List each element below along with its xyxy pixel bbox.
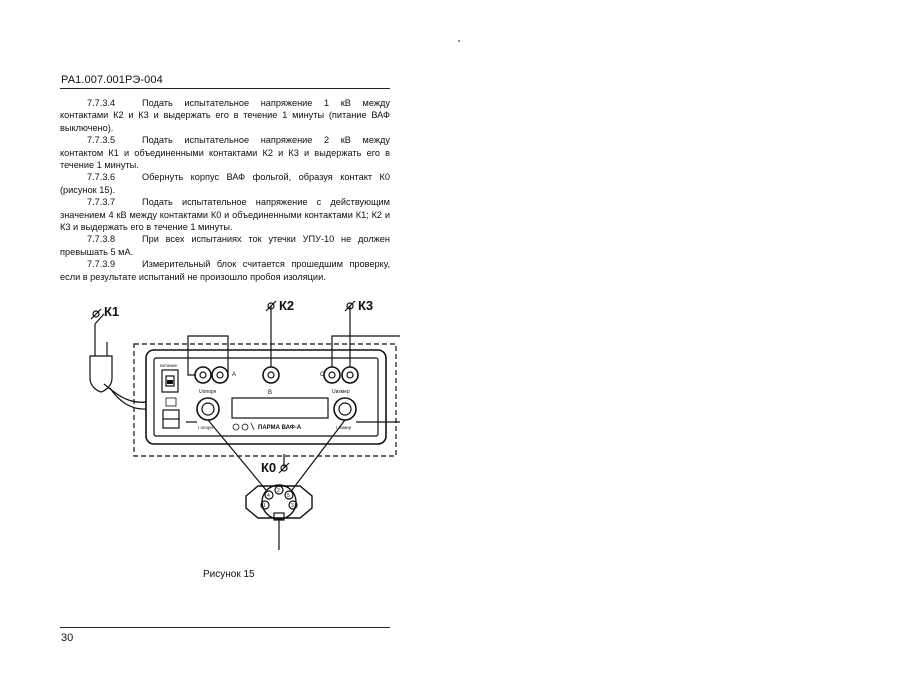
label-power: питание xyxy=(160,363,177,368)
figure-caption: Рисунок 15 xyxy=(203,569,255,580)
socket-a2 xyxy=(212,367,228,383)
label-socket-c: C xyxy=(320,372,325,378)
label-k1: К1 xyxy=(104,304,120,319)
paragraph-number: 7.7.3.9 xyxy=(87,259,116,270)
header-rule xyxy=(60,88,390,89)
label-i-opor: I опорн xyxy=(198,425,213,430)
scan-speck xyxy=(458,40,460,42)
socket-c1 xyxy=(324,367,340,383)
label-u-izm: Uизмер xyxy=(332,389,350,395)
socket-b xyxy=(263,367,279,383)
switch-indicator-icon xyxy=(167,380,173,384)
connector-i-izm xyxy=(334,398,356,420)
pin-label-2: 2 xyxy=(277,488,280,494)
paragraph-7-7-3-7 xyxy=(60,196,390,233)
paragraph-number: 7.7.3.8 xyxy=(87,234,116,245)
pin-label-1: 1 xyxy=(263,503,266,509)
paragraph-text: Измерительный блок считается прошедшим проверку, если в результате испытаний не произошло пробоя изоляции. xyxy=(60,259,390,282)
indicator-lamp-icon xyxy=(166,398,176,406)
display-window xyxy=(232,398,328,418)
connector-i-opor xyxy=(197,398,219,420)
paragraph-number: 7.7.3.6 xyxy=(87,172,116,183)
paragraph-7-7-3-5 xyxy=(60,134,390,171)
pin-label-4: 4 xyxy=(267,493,270,499)
power-plug xyxy=(90,356,112,392)
paragraph-text: Подать испытательное напряжение 1 кВ между контактами К2 и К3 и выдержать его в течение 1 минуты (питание ВАФ выключено). xyxy=(60,98,390,133)
socket-c2 xyxy=(342,367,358,383)
document-code: РА1.007.001РЭ-004 xyxy=(61,74,163,86)
pin-label-5: 5 xyxy=(287,493,290,499)
page-number: 30 xyxy=(61,632,74,644)
paragraph-7-7-3-4 xyxy=(60,97,390,134)
paragraph-7-7-3-9 xyxy=(60,258,390,283)
paragraph-text: Подать испытательное напряжение 2 кВ между контактом К1 и объединенными контактами К2 и К3 и выдержать его в течение 1 минуты. xyxy=(60,135,390,171)
paragraph-text: Подать испытательное напряжение с действующим значением 4 кВ между контактами К0 и объединенными контактами К1; К2 и К3 и выдержать его в течение 1 минуты. xyxy=(60,197,390,233)
label-i-izm: I измер xyxy=(336,425,352,430)
foil-outline xyxy=(134,344,396,456)
figure-15-diagram xyxy=(60,292,400,552)
power-cable xyxy=(110,388,146,409)
pin-label-3: 3 xyxy=(291,503,294,509)
label-k3: К3 xyxy=(358,298,374,313)
paragraph-7-7-3-8 xyxy=(60,233,390,258)
paragraph-7-7-3-6 xyxy=(60,171,390,196)
certification-marks-icon xyxy=(233,423,254,430)
paragraph-text: При всех испытаниях ток утечки УПУ-10 не должен превышать 5 мА. xyxy=(60,234,390,257)
label-u-opor: Uопорн xyxy=(199,389,217,395)
brand-label: ПАРМА ВАФ-А xyxy=(258,425,302,431)
paragraph-text: Обернуть корпус ВАФ фольгой, образуя контакт К0 (рисунок 15). xyxy=(60,172,390,195)
paragraph-number: 7.7.3.5 xyxy=(87,135,116,146)
socket-a1 xyxy=(195,367,211,383)
body-text xyxy=(60,97,390,283)
label-socket-b: B xyxy=(268,390,273,396)
footer-rule xyxy=(60,627,390,628)
label-k2: К2 xyxy=(279,298,295,313)
paragraph-number: 7.7.3.4 xyxy=(87,98,116,108)
label-k0: К0 xyxy=(261,460,277,475)
label-socket-a: A xyxy=(232,372,237,378)
paragraph-number: 7.7.3.7 xyxy=(87,197,116,208)
